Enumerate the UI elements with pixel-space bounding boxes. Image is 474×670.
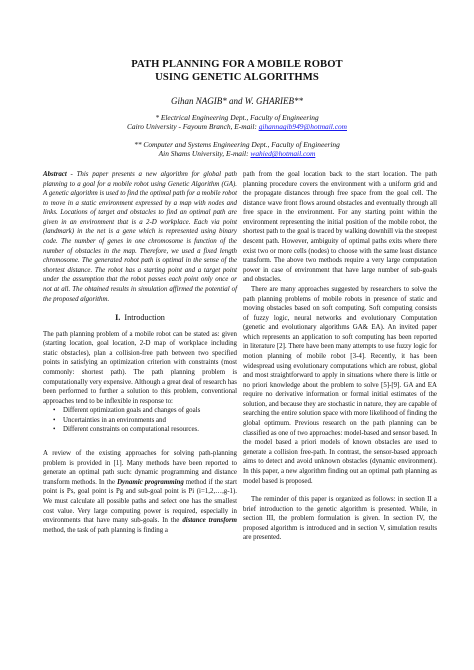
email-link-2[interactable]: wahied@hotmail.com (250, 149, 316, 159)
right-paragraph-3: The reminder of this paper is organized as follows: in section II a brief introduction to the genetic algorithm is presented. While, in section III, the problem formulation is given. In section IV, the proposed algorithm is introduced and in section V, simulation results are presented. (243, 496, 437, 542)
affiliation-1-prefix: Cairo University - Fayoum Branch, E-mail: (126, 122, 259, 132)
right-paragraph-1: path from the goal location back to the start location. The path planning procedure covers the environment with a uniform grid and the propagate distances through free space from the goal cell. The distance wave front flows around obstacles and eventually through all free space in the environment. For any starting point within the environment representing the initial position of the mobile robot, the shortest path to the goal is traced by walking downhill via the steepest descent path. However, ambiguity of optimal paths exits where there exist two or more cells (nodes) to choose with the same least distance transform. The above two methods require a very large computation power in case of environment that have large number of sub-goals and obstacles. (243, 171, 437, 284)
term-distance-transform: distance transform (182, 517, 237, 525)
intro-p2-part-a: A review of the existing approaches for solving path-planning problem is provided in [1]. Many methods have been reported to generate an optimal path such: dynamic programming and distance transform methods. In the (43, 450, 237, 486)
abstract-label: Abstract (43, 171, 67, 178)
authors: Gihan NAGIB* and W. GHARIEB** (171, 96, 303, 106)
bullet-list (43, 406, 237, 435)
list-item: • Different optimization goals and changes of goals (55, 406, 237, 416)
term-dynamic-programming: Dynamic programming (117, 478, 184, 486)
right-paragraph-2: There are many approaches suggested by researchers to solve the path planning problems of mobile robots in presence of static and moving obstacles based on soft computing. Soft computing consists of fuzzy logic, neural networks and evolutionary Computation (genetic and evolutionary algorithms GA& EA). An invited paper which represents an application to soft computing has been reported in literature [2]. There have been many attempts to use fuzzy logic for motion planning of mobile robot [3-4]. Recently, it has been widespread using evolutionary computations which are robust, global and most straightforward to apply in situations where there is little or no priori knowledge about the problem to solve [5]-[9]. GA and EA require no derivative information or formal initial estimates of the solution, and because they are stochastic in nature, they are capable of searching the entire solution space with more likelihood of finding the global optimum. Previous research on the path planning can be classified as one of two approaches: model-based and sensor based. In the model based a priori models of known obstacles are used to generate a collision free-path. In contrast, the sensor-based approach aims to detect and avoid unknown obstacles (dynamic environment). In this paper, a new algorithm finding out an optimal path planning as model based is proposed. (243, 285, 437, 485)
affiliation-2-address (0, 149, 474, 158)
abstract-text: - This paper presents a new algorithm for global path planning to a goal for a mobile robot using Genetic Algorithm (GA). A genetic algorithm is used to find the optimal path for a mobile robot to move in a static environment expressed by a map with nodes and links. Locations of target and obstacles to find an optimal path are given in an environment that is a 2-D workplace. Each via point (landmark) in the net is a gene which is represented using binary code. The number of genes in one chromosome is function of the number of obstacles in the map. Therefore, we used a fixed length chromosome. The generated robot path is optimal in the sense of the shortest distance. The robot has a starting point and a target point under the assumption that the robot passes each point only once or not at all. The obtained results in simulation affirmed the potential of the proposed algorithm. (43, 171, 237, 303)
affiliation-1 (0, 113, 474, 132)
intro-paragraph-1: The path planning problem of a mobile robot can be stated as: given (starting location, goal location, 2-D map of workplace including static obstacles), plan a collision-free path between two specified points in satisfying an optimization criterion with constraints (most commonly: shortest path). The path planning problem is computationally very expensive. Although a great deal of research has been performed to further a solution to this problem, conventional approaches tend to be inflexible in response to: (43, 330, 237, 405)
right-column (243, 170, 437, 543)
section-heading-introduction (43, 313, 237, 323)
affiliation-1-dept: * Electrical Engineering Dept., Faculty of Engineering (155, 113, 319, 122)
left-column (43, 170, 237, 535)
section-title: Introduction (124, 313, 165, 323)
list-item: • Different constraints on computational resources. (55, 425, 237, 435)
spacer (243, 486, 437, 495)
email-link-1[interactable]: gihannagib949@hotmail.com (258, 122, 348, 132)
affiliation-2-dept: ** Computer and Systems Engineering Dept., Faculty of Engineering (134, 140, 340, 149)
spacer (43, 440, 237, 449)
list-item: • Uncertainties in an environments and (55, 416, 237, 426)
intro-p2-part-b: method if the start point is Ps, goal point is Pg and sub-goal point is Pi (i=1,2,…,g-1). We must calculate all possible paths and select one has the smallest cost value. Very large computing power is required, especially in environments that have many sub-goals. In the (43, 478, 237, 525)
affiliation-1-address (0, 122, 474, 131)
title-line-2: USING GENETIC ALGORITHMS (155, 72, 319, 83)
title-line-1: PATH PLANNING FOR A MOBILE ROBOT (131, 59, 343, 70)
intro-p2-part-c: method, the task of path planning is finding a (43, 526, 168, 534)
abstract (43, 170, 237, 304)
affiliation-2-wrap (0, 140, 474, 159)
section-number: I. (115, 313, 121, 323)
affiliation-2-prefix: Ain Shams University, E-mail: (158, 149, 251, 159)
paper-title (0, 58, 474, 84)
intro-paragraph-2 (43, 449, 237, 535)
